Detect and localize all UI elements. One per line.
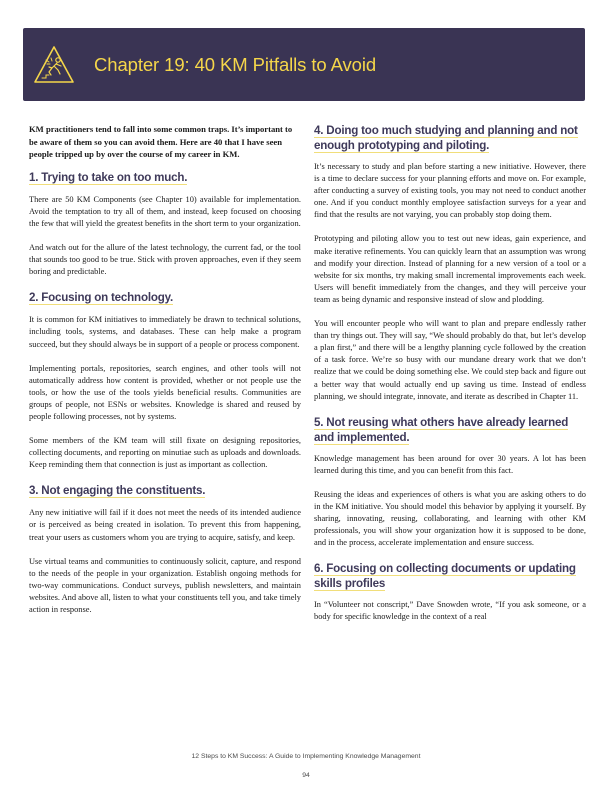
caution-slip-icon bbox=[32, 43, 76, 87]
section-heading-3 bbox=[29, 483, 301, 498]
right-column bbox=[314, 123, 586, 636]
footer-book-title: 12 Steps to KM Success: A Guide to Implementing Knowledge Management bbox=[191, 753, 421, 760]
heading-text: 1. Trying to take on too much. bbox=[29, 170, 188, 184]
paragraph: You will encounter people who will want to plan and prepare endlessly rather than try things out. They will say, “We should probably do that, but let’s develop a plan first,” and there will be a lengthy planning cycle followed by the creation of a task force. We’re so busy with our mundane dreary work that we don’t realize that we could be doing something else. We could step back and figure out a better way that would actually end up saving us time. Instead of endless planning, we should integrate, innovate, and iterate as described in Chapter 11. bbox=[314, 319, 586, 401]
section-heading-2 bbox=[29, 290, 301, 305]
intro-paragraph: KM practitioners tend to fall into some common traps. It’s important to be aware of them so you can avoid them. Here are 40 that I have seen people tripped up by over the course of my career in KM. bbox=[29, 124, 293, 160]
paragraph: In “Volunteer not conscript,” Dave Snowden wrote, “If you ask someone, or a body for specific knowledge in the context of a real bbox=[314, 600, 586, 622]
heading-text-line: 4. Doing too much studying and planning and not bbox=[314, 124, 578, 137]
heading-text-line: and implemented. bbox=[314, 430, 410, 444]
paragraph: Any new initiative will fail if it does not meet the needs of its intended audience or is perceived as being created in isolation. To prevent this from happening, treat your users as customers whom you are trying to acquire, satisfy, and keep. bbox=[29, 508, 301, 542]
paragraph: And watch out for the allure of the latest technology, the current fad, or the tool that sounds too good to be true. Stick with proven approaches, even if they seem boring and predictable. bbox=[29, 243, 301, 277]
paragraph: It’s necessary to study and plan before starting a new initiative. However, there is a time to declare success for your planning efforts and move on. For example, after conducting a survey of existing tools, you may not need to conduct another one. And if you conduct monthly employee satisfaction surveys for a year and find that the results are not varying, you can probably stop doing them. bbox=[314, 162, 586, 220]
section-heading-5 bbox=[314, 415, 586, 445]
heading-text-line: skills profiles bbox=[314, 577, 386, 591]
section-heading-6 bbox=[314, 561, 586, 591]
heading-text-line: 6. Focusing on collecting documents or updating bbox=[314, 562, 576, 576]
paragraph: Implementing portals, repositories, search engines, and other tools will not automatically address how content is provided, whether or not people use the tools, or how the use of the tools yields beneficial results. Communities are groups of people, not ESNs or websites. Knowledge is shared and reused by people following processes, not by systems. bbox=[29, 363, 301, 421]
left-column bbox=[29, 123, 301, 628]
paragraph: Prototyping and piloting allow you to test out new ideas, gain experience, and make iterative refinements. You can quickly learn that an assumption was wrong and modify your direction. Instead of planning for a new version of a tool or a website for six months, try making small incremental improvements each week. Users will benefit immediately from the changes, and they will perceive your team as being dynamic and responsive instead of slow and plodding. bbox=[314, 234, 586, 304]
page-number: 94 bbox=[302, 772, 310, 779]
heading-text: 2. Focusing on technology. bbox=[29, 291, 174, 305]
section-heading-1 bbox=[29, 170, 301, 185]
heading-text-line: enough prototyping and piloting. bbox=[314, 139, 490, 152]
chapter-banner bbox=[23, 28, 585, 101]
paragraph: Use virtual teams and communities to continuously solicit, capture, and respond to the needs of the people in your organization. Establish ongoing methods for two-way communications. Conduct surveys, publish newsletters, and maintain websites. And above all, listen to what your constituents tell you, and take timely action in response. bbox=[29, 556, 301, 615]
paragraph: Some members of the KM team will still fixate on designing repositories, collecting documents, and reporting on minutiae such as uploads and downloads. Keep reminding them that connection is just as important as collection. bbox=[29, 436, 301, 470]
paragraph: Reusing the ideas and experiences of others is what you are asking others to do in the KM initiative. You should model this behavior by applying it yourself. By sharing, innovating, reusing, collaborating, and learning with other KM professionals, you will show your organization how it is supposed to be done, and in the process, accelerate implementation and ensure success. bbox=[314, 489, 586, 548]
paragraph: Knowledge management has been around for over 30 years. A lot has been learned during this time, and you can benefit from this fact. bbox=[314, 453, 586, 475]
chapter-title: Chapter 19: 40 KM Pitfalls to Avoid bbox=[94, 53, 377, 75]
paragraph: There are 50 KM Components (see Chapter 10) available for implementation. Avoid the temptation to try all of them, and instead, keep focused on choosing the few that will yield the greatest benefits in the short term to your organization. bbox=[29, 194, 301, 228]
heading-text: 3. Not engaging the constituents. bbox=[29, 484, 206, 498]
section-heading-4 bbox=[314, 123, 586, 153]
heading-text-line: 5. Not reusing what others have already learned bbox=[314, 415, 569, 429]
paragraph: It is common for KM initiatives to immediately be drawn to technical solutions, including tools, systems, and databases. These can help make a program succeed, but they should always be in support of a people or process component. bbox=[29, 315, 301, 349]
